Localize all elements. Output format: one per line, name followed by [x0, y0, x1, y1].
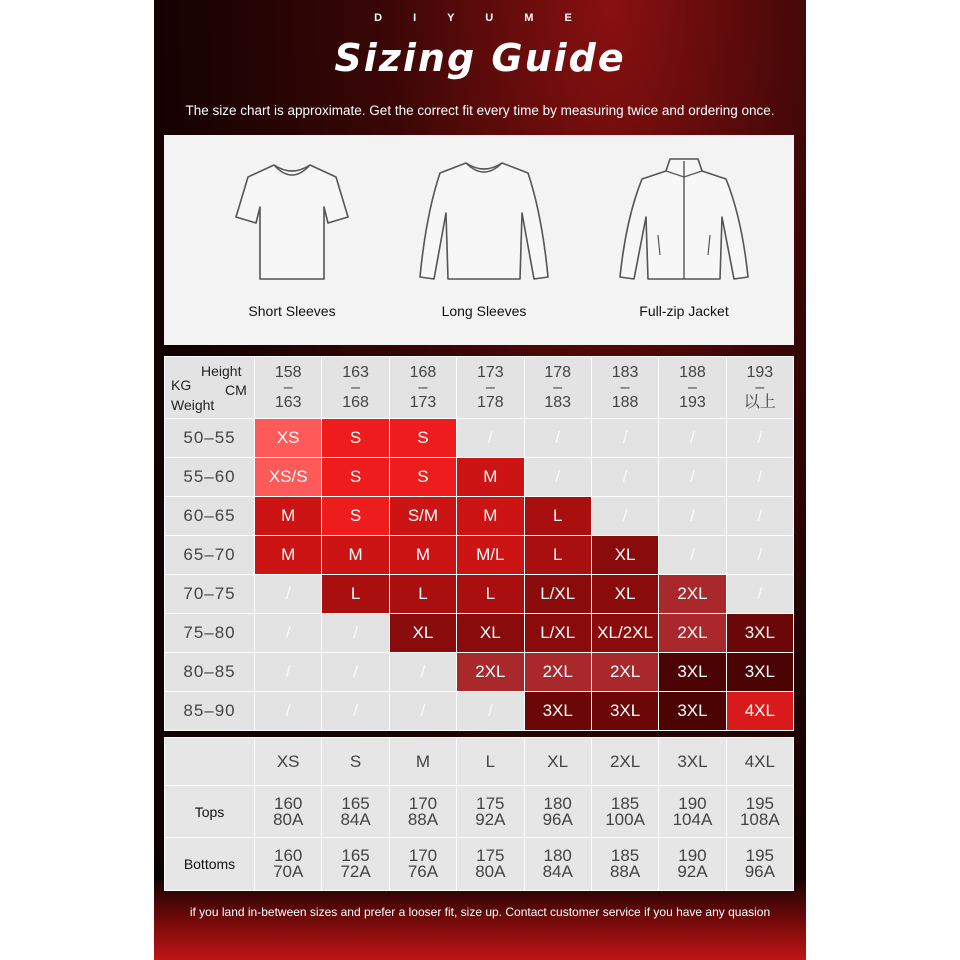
garment-label: Full-zip Jacket [639, 303, 729, 319]
size-label: S [322, 738, 389, 786]
bottoms-cell: 195 96A [726, 838, 793, 891]
weight-row [165, 497, 794, 536]
sizing-guide-poster [154, 0, 806, 960]
tops-label: Tops [165, 786, 255, 838]
size-cell: L [389, 575, 456, 614]
size-cell: S [322, 497, 389, 536]
empty-size-cell: / [389, 653, 456, 692]
size-cell: S [389, 458, 456, 497]
size-cell: XS/S [255, 458, 322, 497]
size-cell: XS [255, 419, 322, 458]
empty-size-cell: / [659, 497, 726, 536]
size-label: XS [255, 738, 322, 786]
empty-size-cell: / [524, 419, 591, 458]
size-cell: XL [591, 536, 658, 575]
empty-size-cell: / [659, 458, 726, 497]
weight-range: 55–60 [165, 458, 255, 497]
size-cell: L/XL [524, 614, 591, 653]
weight-row [165, 536, 794, 575]
size-code-table [164, 737, 794, 891]
weight-row [165, 575, 794, 614]
size-cell: 3XL [726, 653, 793, 692]
height-range: 173 – 178 [457, 357, 524, 419]
empty-size-cell: / [591, 419, 658, 458]
bottoms-row [165, 838, 794, 891]
size-cell: S/M [389, 497, 456, 536]
size-cell: 3XL [659, 692, 726, 731]
long-sleeve-shirt-icon [414, 155, 554, 285]
tops-cell: 185 100A [591, 786, 658, 838]
bottoms-cell: 170 76A [389, 838, 456, 891]
size-cell: L [524, 536, 591, 575]
size-label: 3XL [659, 738, 726, 786]
size-cell: XL [457, 614, 524, 653]
height-range: 178 – 183 [524, 357, 591, 419]
size-cell: M [389, 536, 456, 575]
tops-cell: 180 96A [524, 786, 591, 838]
empty-size-cell: / [726, 575, 793, 614]
size-cell: L [322, 575, 389, 614]
tops-cell: 175 92A [457, 786, 524, 838]
size-cell: M [457, 497, 524, 536]
empty-size-cell: / [524, 458, 591, 497]
empty-size-cell: / [389, 692, 456, 731]
height-range: 168 – 173 [389, 357, 456, 419]
poster-bottom-glow [154, 880, 806, 960]
empty-size-cell: / [322, 614, 389, 653]
size-cell: XL/2XL [591, 614, 658, 653]
size-cell: S [389, 419, 456, 458]
weight-range: 60–65 [165, 497, 255, 536]
footer-note: if you land in-between sizes and prefer a looser fit, size up. Contact customer service if you have any quasion [189, 905, 771, 919]
weight-range: 65–70 [165, 536, 255, 575]
size-cell: L/XL [524, 575, 591, 614]
empty-size-cell: / [322, 653, 389, 692]
tops-cell: 160 80A [255, 786, 322, 838]
brand-name: D I Y U M E [374, 12, 586, 24]
weight-row [165, 614, 794, 653]
cm-label: CM [225, 382, 247, 398]
garment-full-zip-jacket [604, 155, 764, 319]
size-cell: L [524, 497, 591, 536]
size-cell: XL [591, 575, 658, 614]
short-sleeve-shirt-icon [232, 155, 352, 285]
empty-size-cell: / [457, 692, 524, 731]
size-grid [164, 356, 794, 731]
height-range: 158 – 163 [255, 357, 322, 419]
size-label: 2XL [591, 738, 658, 786]
garment-label: Short Sleeves [248, 303, 336, 319]
zip-jacket-icon [614, 155, 754, 285]
size-cell: 2XL [591, 653, 658, 692]
empty-size-cell: / [591, 458, 658, 497]
bottoms-cell: 185 88A [591, 838, 658, 891]
weight-range: 80–85 [165, 653, 255, 692]
bottoms-cell: 180 84A [524, 838, 591, 891]
empty-size-cell: / [591, 497, 658, 536]
size-label: M [389, 738, 456, 786]
weight-range: 50–55 [165, 419, 255, 458]
size-cell: 3XL [524, 692, 591, 731]
empty-size-cell: / [255, 575, 322, 614]
size-cell: M [255, 536, 322, 575]
garment-short-sleeves [212, 155, 372, 319]
size-cell: 2XL [659, 614, 726, 653]
empty-size-cell: / [322, 692, 389, 731]
tops-cell: 195 108A [726, 786, 793, 838]
empty-size-cell: / [726, 458, 793, 497]
weight-range: 75–80 [165, 614, 255, 653]
tops-cell: 165 84A [322, 786, 389, 838]
tops-cell: 170 88A [389, 786, 456, 838]
empty-size-cell: / [659, 419, 726, 458]
weight-row [165, 653, 794, 692]
size-cell: 3XL [659, 653, 726, 692]
size-label: L [457, 738, 524, 786]
height-range: 183 – 188 [591, 357, 658, 419]
size-cell: M [322, 536, 389, 575]
height-header-row [165, 357, 794, 419]
height-label: Height [201, 363, 242, 379]
kg-label: KG [171, 377, 192, 393]
size-header-row [165, 738, 794, 786]
garment-long-sleeves [404, 155, 564, 319]
size-label: 4XL [726, 738, 793, 786]
empty-size-cell: / [726, 419, 793, 458]
bottoms-cell: 190 92A [659, 838, 726, 891]
size-cell: S [322, 458, 389, 497]
height-range: 188 – 193 [659, 357, 726, 419]
bottoms-cell: 165 72A [322, 838, 389, 891]
empty-size-cell: / [457, 419, 524, 458]
tops-row [165, 786, 794, 838]
empty-size-cell: / [255, 614, 322, 653]
size-cell: 2XL [659, 575, 726, 614]
weight-row [165, 419, 794, 458]
size-cell: 4XL [726, 692, 793, 731]
empty-size-cell: / [726, 497, 793, 536]
size-cell: S [322, 419, 389, 458]
weight-range: 70–75 [165, 575, 255, 614]
size-label: XL [524, 738, 591, 786]
weight-row [165, 692, 794, 731]
garment-label: Long Sleeves [441, 303, 527, 319]
height-range: 163 – 168 [322, 357, 389, 419]
size-cell: 3XL [726, 614, 793, 653]
tops-cell: 190 104A [659, 786, 726, 838]
size-cell: 3XL [591, 692, 658, 731]
grid-corner [165, 357, 255, 419]
garment-panel [164, 135, 794, 345]
size-cell: L [457, 575, 524, 614]
size-cell: M [457, 458, 524, 497]
height-range: 193 – 以上 [726, 357, 793, 419]
weight-range: 85–90 [165, 692, 255, 731]
intro-text: The size chart is approximate. Get the correct fit every time by measuring twice and ordering once. [185, 103, 775, 118]
weight-label: Weight [171, 397, 215, 413]
size-cell: XL [389, 614, 456, 653]
empty-size-cell: / [726, 536, 793, 575]
size-cell: 2XL [524, 653, 591, 692]
size-cell: M/L [457, 536, 524, 575]
size-cell: 2XL [457, 653, 524, 692]
size-cell: M [255, 497, 322, 536]
weight-row [165, 458, 794, 497]
page-title: Sizing Guide [334, 36, 626, 80]
empty-size-cell: / [255, 692, 322, 731]
size-header-corner [165, 738, 255, 786]
empty-size-cell: / [255, 653, 322, 692]
bottoms-cell: 160 70A [255, 838, 322, 891]
bottoms-cell: 175 80A [457, 838, 524, 891]
empty-size-cell: / [659, 536, 726, 575]
bottoms-label: Bottoms [165, 838, 255, 891]
